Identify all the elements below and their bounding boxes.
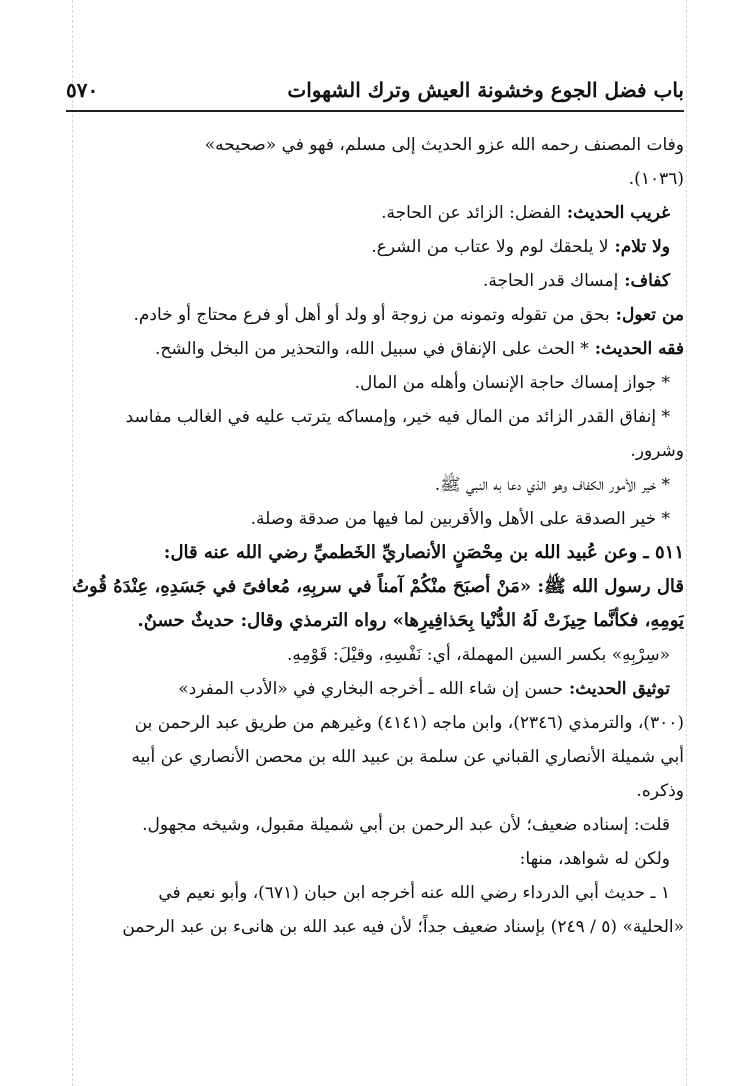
line-label: توثيق الحديث: — [563, 679, 670, 699]
text-line — [66, 604, 684, 638]
line-label: كفاف: — [618, 271, 670, 291]
line-text: أبي شميلة الأنصاري القباني عن سلمة بن عبيد الله بن محصن الأنصاري عن أبيه — [131, 747, 684, 767]
line-text: «الحلية» (٥ / ٢٤٩) بإسناد ضعيف جداً؛ لأن فيه عبد الله بن هانىء بن عبد الرحمن — [122, 917, 684, 937]
text-line — [66, 332, 684, 366]
text-line — [66, 434, 684, 468]
line-text: وفات المصنف رحمه الله عزو الحديث إلى مسلم، فهو في «صحيحه» — [204, 135, 684, 155]
text-line — [66, 740, 684, 774]
text-line — [66, 808, 684, 842]
text-line — [66, 264, 684, 298]
page-body — [66, 128, 684, 944]
text-line — [66, 196, 684, 230]
line-text: حسن إن شاء الله ـ أخرجه البخاري في «الأدب المفرد» — [178, 679, 564, 699]
text-line — [66, 570, 684, 604]
line-text: ١ ـ حديث أبي الدرداء رضي الله عنه أخرجه ابن حبان (٦٧١)، وأبو نعيم في — [158, 883, 670, 903]
line-text: الفضل: الزائد عن الحاجة. — [381, 203, 561, 223]
line-text: وشرور. — [630, 441, 684, 461]
text-line — [66, 876, 684, 910]
text-line — [66, 298, 684, 332]
text-line — [66, 536, 684, 570]
line-label: فقه الحديث: — [588, 339, 684, 359]
text-line — [66, 366, 684, 400]
margin-guide-right — [686, 0, 687, 1086]
text-line — [66, 400, 684, 434]
line-text: ٥١١ ـ وعن عُبيد الله بن مِحْصَنٍ الأنصاريِّ الخَطميِّ رضي الله عنه قال: — [163, 542, 684, 563]
page-header — [66, 74, 684, 112]
line-text: وذكره. — [636, 781, 684, 801]
text-line — [66, 638, 684, 672]
line-text: قلت: إسناده ضعيف؛ لأن عبد الرحمن بن أبي شميلة مقبول، وشيخه مجهول. — [142, 815, 670, 835]
chapter-title: باب فضل الجوع وخشونة العيش وترك الشهوات — [287, 78, 684, 102]
line-text: ولكن له شواهد، منها: — [519, 849, 670, 869]
text-line — [66, 162, 684, 196]
line-text: * خير الصدقة على الأهل والأقربين لما فيها من صدقة وصلة. — [250, 509, 670, 529]
line-text: «سِرْبِهِ» بكسر السين المهملة، أي: نَفْسِهِ، وقيْلَ: قَوْمِهِ. — [287, 645, 670, 665]
line-label: غريب الحديث: — [560, 203, 670, 223]
text-line — [66, 706, 684, 740]
text-line — [66, 502, 684, 536]
text-line — [66, 468, 684, 502]
text-line — [66, 774, 684, 808]
text-line — [66, 230, 684, 264]
line-label: ولا تلام: — [608, 237, 670, 257]
line-label: من تعول: — [609, 305, 684, 325]
line-text: لا يلحقك لوم ولا عتاب من الشرع. — [371, 237, 609, 257]
text-line — [66, 128, 684, 162]
line-text: قال رسول الله ﷺ: «مَنْ أصبَحَ منْكُمْ آمناً في سربِهِ، مُعافىً في جَسَدِهِ، عِنْدَهُ قُوتُ — [72, 576, 684, 597]
line-text: * إنفاق القدر الزائد من المال فيه خير، وإمساكه يترتب عليه في الغالب مفاسد — [125, 407, 670, 427]
text-line — [66, 672, 684, 706]
line-text: بحق من تقوله وتمونه من زوجة أو ولد أو أهل أو فرع محتاج أو خادم. — [133, 305, 610, 325]
line-text: * خير الأمور الكفاف وهو الذي دعا به النبي ﷺ. — [434, 475, 670, 495]
text-line — [66, 910, 684, 944]
line-text: يَومِهِ، فكأنَّما حِيزَتْ لَهُ الدُّنْيا بِحَذافِيرِها» رواه الترمذي وقال: حديثٌ حسنٌ. — [137, 610, 684, 631]
line-text: * الحث على الإنفاق في سبيل الله، والتحذير من البخل والشح. — [155, 339, 589, 359]
line-text: (٣٠٠)، والترمذي (٢٣٤٦)، وابن ماجه (٤١٤١) وغيرهم من طريق عبد الرحمن بن — [134, 713, 684, 733]
line-text: (١٠٣٦). — [628, 169, 684, 189]
text-line — [66, 842, 684, 876]
line-text: إمساك قدر الحاجة. — [482, 271, 619, 291]
line-text: * جواز إمساك حاجة الإنسان وأهله من المال. — [354, 373, 670, 393]
page-number: ٥٧٠ — [66, 78, 99, 102]
